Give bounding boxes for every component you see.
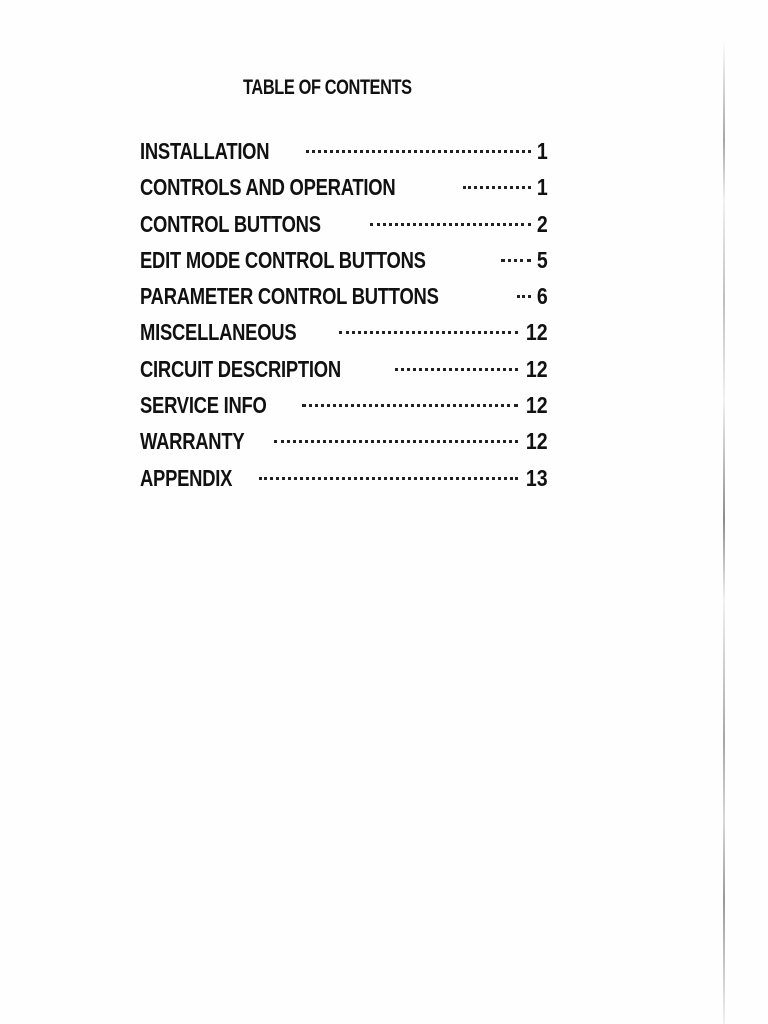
toc-entry-edit-mode-control-buttons — [140, 242, 548, 278]
dot-leader — [339, 331, 518, 334]
toc-entry-page: 12 — [526, 319, 548, 346]
toc-entry-warranty — [140, 423, 548, 459]
scan-edge-shadow — [723, 40, 725, 1024]
toc-entry-control-buttons — [140, 206, 548, 242]
dot-leader — [306, 150, 532, 153]
dot-leader — [259, 477, 518, 480]
toc-entry-installation — [140, 133, 548, 169]
toc-entry-page: 1 — [537, 174, 548, 201]
dot-leader — [463, 186, 531, 189]
toc-entry-page: 12 — [526, 355, 548, 382]
dot-leader — [517, 295, 531, 298]
dot-leader — [395, 368, 518, 371]
toc-entry-miscellaneous — [140, 314, 548, 350]
toc-entry-page: 12 — [526, 428, 548, 455]
toc-entry-label: PARAMETER CONTROL BUTTONS — [140, 283, 439, 310]
toc-entry-label: SERVICE INFO — [140, 392, 267, 419]
toc-entry-label: WARRANTY — [140, 428, 245, 455]
toc-entry-controls-and-operation — [140, 169, 548, 205]
toc-entry-circuit-description — [140, 351, 548, 387]
toc-entry-appendix — [140, 460, 548, 496]
dot-leader — [274, 440, 518, 443]
page-title: TABLE OF CONTENTS — [243, 76, 412, 99]
toc-entry-label: INSTALLATION — [140, 138, 270, 164]
toc-entry-page: 12 — [526, 392, 548, 419]
toc-entry-page: 5 — [537, 246, 548, 273]
toc-entry-label: CONTROLS AND OPERATION — [140, 174, 396, 201]
toc-entry-page: 2 — [537, 210, 548, 237]
toc-entry-label: APPENDIX — [140, 464, 233, 491]
toc-list — [140, 133, 548, 496]
toc-entry-parameter-control-buttons — [140, 278, 548, 314]
toc-entry-label: EDIT MODE CONTROL BUTTONS — [140, 246, 426, 273]
dot-leader — [370, 223, 531, 226]
dot-leader — [302, 404, 518, 407]
toc-entry-service-info — [140, 387, 548, 423]
toc-entry-label: MISCELLANEOUS — [140, 319, 297, 346]
toc-entry-page: 13 — [526, 464, 548, 491]
toc-entry-page: 1 — [537, 138, 548, 164]
toc-entry-page: 6 — [537, 283, 548, 310]
toc-entry-label: CONTROL BUTTONS — [140, 210, 321, 237]
dot-leader — [501, 259, 531, 262]
toc-entry-label: CIRCUIT DESCRIPTION — [140, 355, 341, 382]
